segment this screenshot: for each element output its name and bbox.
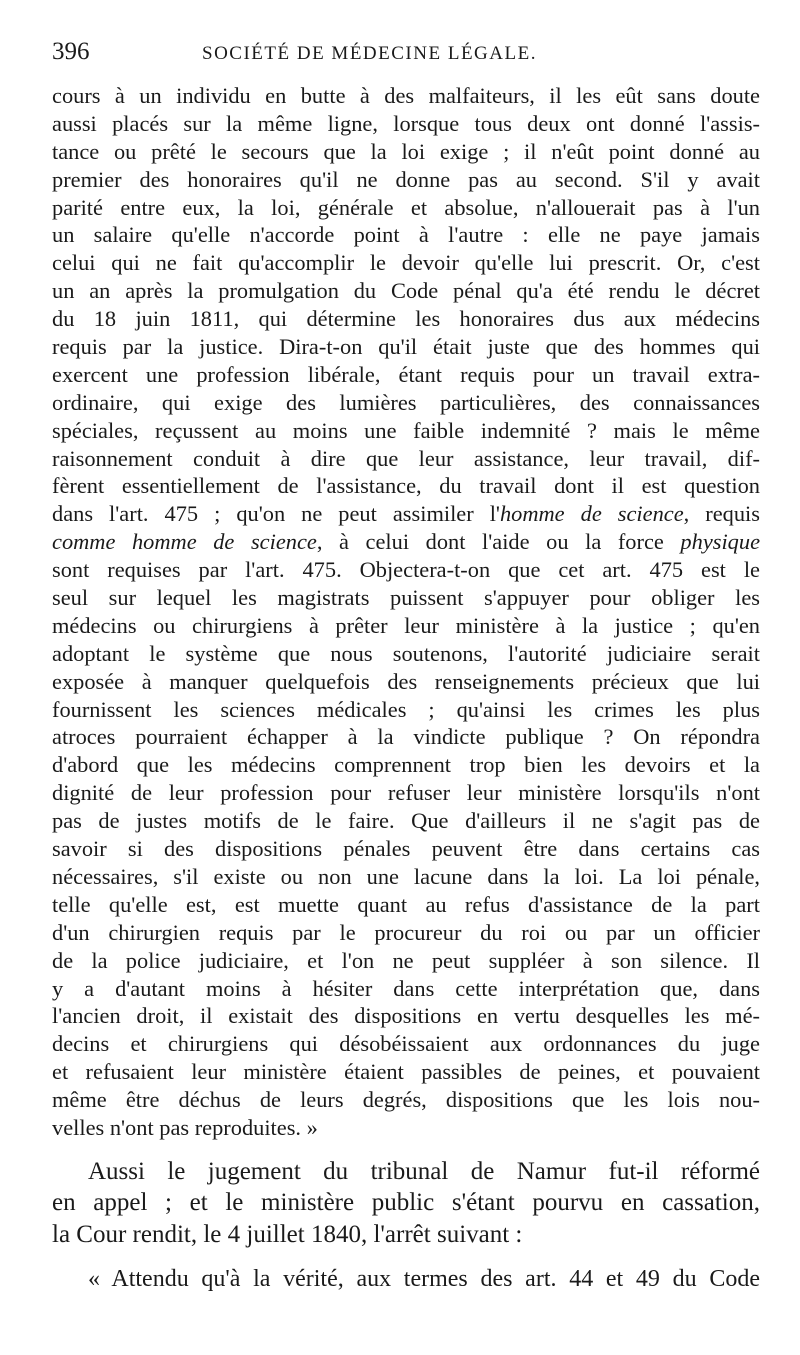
text-line: exercent une profession libérale, étant requis pour un travail extra- — [52, 361, 760, 387]
text-line: en appel ; et le ministère public s'étant pourvu en cassation, — [52, 1189, 760, 1217]
text-line: spéciales, reçussent au moins une faible indemnité ? mais le même — [52, 417, 760, 443]
text-line: du 18 juin 1811, qui détermine les honoraires dus aux médecins — [52, 306, 760, 332]
text-line: parité entre eux, la loi, générale et absolue, n'allouerait pas à l'un — [52, 194, 760, 220]
page-header — [52, 38, 760, 78]
text-line: un salaire qu'elle n'accorde point à l'autre : elle ne paye jamais — [52, 222, 760, 248]
text-line: et refusaient leur ministère étaient passibles de peines, et pouvaient — [52, 1059, 760, 1085]
text-line: premier des honoraires qu'il ne donne pas au second. S'il y avait — [52, 166, 760, 192]
text-line: un an après la promulgation du Code pénal qu'a été rendu le décret — [52, 278, 760, 304]
text-line: pas de justes motifs de le faire. Que d'ailleurs il ne s'agit pas de — [52, 808, 760, 834]
text-line: l'ancien droit, il existait des dispositions en vertu desquelles les mé- — [52, 1003, 760, 1029]
text-line: savoir si des dispositions pénales peuvent être dans certains cas — [52, 836, 760, 862]
text-line: ordinaire, qui exige des lumières particulières, des connaissances — [52, 389, 760, 415]
italic-span: homme de science — [499, 501, 684, 527]
text-line: adoptant le système que nous soutenons, l'autorité judiciaire serait — [52, 640, 760, 666]
text-line: tance ou prêté le secours que la loi exige ; il n'eût point donné au — [52, 138, 760, 164]
text-span: , requis — [683, 501, 760, 527]
text-line: « Attendu qu'à la vérité, aux termes des art. 44 et 49 du Code — [88, 1266, 760, 1293]
paragraph-2 — [52, 1156, 760, 1251]
italic-span: comme homme de science — [52, 529, 317, 555]
text-line: raisonnement conduit à dire que leur assistance, leur travail, dif- — [52, 445, 760, 471]
text-line: seul sur lequel les magistrats puissent s'appuyer pour obliger les — [52, 585, 760, 611]
text-line: atroces pourraient échapper à la vindicte publique ? On répondra — [52, 724, 760, 750]
text-span: , à celui dont l'aide ou la force — [316, 529, 681, 555]
body-text — [52, 82, 760, 1292]
text-line: decins et chirurgiens qui désobéissaient aux ordonnances du juge — [52, 1031, 760, 1057]
text-line: velles n'ont pas reproduites. » — [52, 1114, 318, 1140]
text-line: aussi placés sur la même ligne, lorsque tous deux ont donné l'assis- — [52, 110, 760, 136]
text-line: celui qui ne fait qu'accomplir le devoir qu'elle lui prescrit. Or, c'est — [52, 250, 760, 276]
text-line: telle qu'elle est, est muette quant au refus d'assistance de la part — [52, 891, 760, 917]
text-line: Aussi le jugement du tribunal de Namur fut-il réformé — [88, 1157, 760, 1185]
text-line: d'un chirurgien requis par le procureur du roi ou par un officier — [52, 919, 760, 945]
text-line: même être déchus de leurs degrés, dispositions que les lois nou- — [52, 1087, 760, 1113]
paragraph-1 — [52, 82, 760, 1142]
text-line: dignité de leur profession pour refuser leur ministère lorsqu'ils n'ont — [52, 780, 760, 806]
text-line: sont requises par l'art. 475. Objectera-t-on que cet art. 475 est le — [52, 557, 760, 583]
text-line: médecins ou chirurgiens à prêter leur ministère à la justice ; qu'en — [52, 612, 760, 638]
text-span: dans l'art. 475 ; qu'on ne peut assimiler l' — [52, 501, 500, 527]
text-line: requis par la justice. Dira-t-on qu'il était juste que des hommes qui — [52, 334, 760, 360]
text-line-with-italic — [52, 500, 760, 528]
text-line: fèrent essentiellement de l'assistance, du travail dont il est question — [52, 473, 760, 499]
page-number: 396 — [52, 38, 90, 65]
text-line: exposée à manquer quelquefois des renseignements précieux que lui — [52, 668, 760, 694]
text-line: cours à un individu en butte à des malfaiteurs, il les eût sans doute — [52, 83, 760, 108]
paragraph-3 — [52, 1264, 760, 1292]
text-line: la Cour rendit, le 4 juillet 1840, l'arrêt suivant : — [52, 1220, 523, 1248]
running-title: SOCIÉTÉ DE MÉDECINE LÉGALE. — [202, 43, 537, 64]
text-line-with-italic — [52, 528, 760, 556]
text-line: de la police judiciaire, et l'on ne peut suppléer à son silence. Il — [52, 947, 760, 973]
text-line: nécessaires, s'il existe ou non une lacune dans la loi. La loi pénale, — [52, 863, 760, 889]
text-line: d'abord que les médecins comprennent trop bien les devoirs et la — [52, 752, 760, 778]
text-line: fournissent les sciences médicales ; qu'ainsi les crimes les plus — [52, 696, 760, 722]
text-line: y a d'autant moins à hésiter dans cette interprétation que, dans — [52, 975, 760, 1001]
italic-span: physique — [680, 529, 761, 555]
